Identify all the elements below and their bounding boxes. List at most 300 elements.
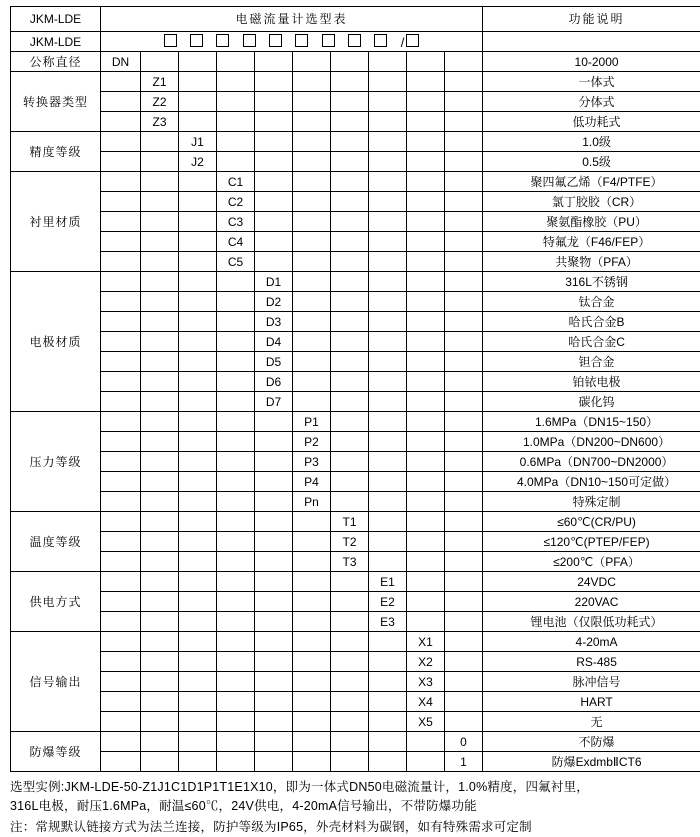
spacer-cell [141,132,179,152]
code-cell[interactable]: C5 [217,252,255,272]
spacer-cell [369,752,407,772]
note-example-line1: 选型实例:JKM-LDE-50-Z1J1C1D1P1T1E1X10，即为一体式DN50电磁流量计，1.0%精度，四氟衬里， [10,778,690,797]
spacer-cell [255,452,293,472]
description-cell: 氯丁胶胶（CR） [483,192,700,212]
spacer-cell [445,692,483,712]
spacer-cell [445,532,483,552]
spacer-cell [407,432,445,452]
spacer-cell [293,572,331,592]
spacer-cell [331,332,369,352]
spacer-cell [331,452,369,472]
spec-table [10,6,700,772]
spacer-cell [407,292,445,312]
code-cell[interactable]: D4 [255,332,293,352]
code-cell[interactable]: D6 [255,372,293,392]
table-row [11,492,700,512]
row-group-label: 转换器类型 [11,72,101,132]
spacer-cell [179,392,217,412]
table-row [11,712,700,732]
spacer-cell [331,732,369,752]
model-prefix-cell-2: JKM-LDE [11,32,101,52]
spacer-cell [101,312,141,332]
table-row [11,232,700,252]
spacer-cell [217,592,255,612]
spacer-cell [369,512,407,532]
spacer-cell [407,732,445,752]
code-cell[interactable]: DN [101,52,141,72]
spacer-cell [293,252,331,272]
spacer-cell [407,272,445,292]
spacer-cell [179,512,217,532]
spacer-cell [101,552,141,572]
code-boxes-row [11,32,700,52]
spacer-cell [369,492,407,512]
spacer-cell [101,112,141,132]
table-row [11,192,700,212]
note-example-line2: 316L电极，耐压1.6MPa，耐温≤60℃，24V供电，4-20mA信号输出，不带防爆功能 [10,797,690,816]
spacer-cell [331,432,369,452]
description-cell: 316L不锈钢 [483,272,700,292]
spacer-cell [179,672,217,692]
function-description-blank [483,32,700,52]
description-cell: 锂电池（仅限低功耗式） [483,612,700,632]
table-row [11,672,700,692]
spacer-cell [101,592,141,612]
code-box[interactable] [348,34,361,47]
spacer-cell [217,612,255,632]
spacer-cell [217,272,255,292]
spacer-cell [179,52,217,72]
spacer-cell [293,352,331,372]
spacer-cell [101,332,141,352]
spacer-cell [141,692,179,712]
spacer-cell [369,732,407,752]
spacer-cell [101,152,141,172]
spacer-cell [217,72,255,92]
code-cell[interactable]: X1 [407,632,445,652]
spacer-cell [217,392,255,412]
spacer-cell [445,592,483,612]
spacer-cell [369,112,407,132]
spacer-cell [445,312,483,332]
code-cell[interactable]: E1 [369,572,407,592]
spacer-cell [255,552,293,572]
spacer-cell [141,232,179,252]
spacer-cell [217,752,255,772]
spacer-cell [369,52,407,72]
row-group-label: 公称直径 [11,52,101,72]
table-row [11,132,700,152]
spacer-cell [407,172,445,192]
spacer-cell [293,752,331,772]
spacer-cell [179,752,217,772]
spacer-cell [445,712,483,732]
spacer-cell [369,372,407,392]
spacer-cell [293,272,331,292]
code-cell[interactable]: D3 [255,312,293,332]
spacer-cell [179,472,217,492]
spacer-cell [255,672,293,692]
spacer-cell [217,472,255,492]
code-cell[interactable]: D1 [255,272,293,292]
spacer-cell [141,152,179,172]
code-box[interactable] [406,34,419,47]
spacer-cell [217,52,255,72]
spacer-cell [217,712,255,732]
spacer-cell [179,432,217,452]
spacer-cell [331,152,369,172]
spacer-cell [179,492,217,512]
spacer-cell [141,572,179,592]
table-row [11,632,700,652]
code-cell[interactable]: C2 [217,192,255,212]
spacer-cell [101,752,141,772]
spacer-cell [445,92,483,112]
code-cell[interactable]: D5 [255,352,293,372]
spacer-cell [293,692,331,712]
code-box[interactable] [164,34,177,47]
description-cell: HART [483,692,700,712]
spacer-cell [255,152,293,172]
spacer-cell [255,752,293,772]
table-header-row [11,7,700,32]
table-row [11,512,700,532]
spacer-cell [369,332,407,352]
spacer-cell [101,652,141,672]
spacer-cell [407,112,445,132]
description-cell: 碳化钨 [483,392,700,412]
code-cell[interactable]: D2 [255,292,293,312]
description-cell: 分体式 [483,92,700,112]
code-cell[interactable]: T1 [331,512,369,532]
spacer-cell [141,272,179,292]
note-remark: 注：常规默认链接方式为法兰连接，防护等级为IP65，外壳材料为碳钢，如有特殊需求可定制 [10,818,690,837]
description-cell: RS-485 [483,652,700,672]
spacer-cell [407,232,445,252]
code-cell[interactable]: T3 [331,552,369,572]
spacer-cell [407,132,445,152]
spacer-cell [293,292,331,312]
spacer-cell [407,72,445,92]
spacer-cell [407,212,445,232]
table-row [11,92,700,112]
spacer-cell [331,212,369,232]
spacer-cell [255,192,293,212]
spacer-cell [331,132,369,152]
code-cell[interactable]: P1 [293,412,331,432]
spacer-cell [445,432,483,452]
spacer-cell [407,532,445,552]
row-group-label: 信号输出 [11,632,101,732]
code-cell[interactable]: Z1 [141,72,179,92]
spacer-cell [255,112,293,132]
spacer-cell [445,392,483,412]
spacer-cell [141,392,179,412]
code-cell[interactable]: E2 [369,592,407,612]
spacer-cell [179,72,217,92]
spacer-cell [141,632,179,652]
code-cell[interactable]: C1 [217,172,255,192]
description-cell: 4-20mA [483,632,700,652]
spacer-cell [293,192,331,212]
code-cell[interactable]: X5 [407,712,445,732]
description-cell: ≤60℃(CR/PU) [483,512,700,532]
spacer-cell [331,352,369,372]
spacer-cell [101,532,141,552]
spacer-cell [331,272,369,292]
table-row [11,552,700,572]
spacer-cell [445,72,483,92]
spacer-cell [141,292,179,312]
table-row [11,352,700,372]
spacer-cell [255,512,293,532]
spacer-cell [445,552,483,572]
spacer-cell [445,352,483,372]
spacer-cell [101,452,141,472]
spacer-cell [293,112,331,132]
code-cell[interactable]: J1 [179,132,217,152]
description-cell: 特氟龙（F46/FEP） [483,232,700,252]
spacer-cell [369,692,407,712]
spacer-cell [293,512,331,532]
spacer-cell [101,432,141,452]
description-cell: 24VDC [483,572,700,592]
spacer-cell [141,172,179,192]
spacer-cell [407,52,445,72]
spacer-cell [217,112,255,132]
code-box[interactable] [374,34,387,47]
spacer-cell [369,552,407,572]
spacer-cell [255,432,293,452]
spacer-cell [255,572,293,592]
spacer-cell [101,572,141,592]
spacer-cell [179,372,217,392]
spacer-cell [407,612,445,632]
spacer-cell [141,252,179,272]
spacer-cell [217,452,255,472]
spacer-cell [331,392,369,412]
spacer-cell [331,492,369,512]
code-cell[interactable]: X4 [407,692,445,712]
spacer-cell [331,752,369,772]
spacer-cell [407,472,445,492]
spacer-cell [179,532,217,552]
spacer-cell [293,672,331,692]
spacer-cell [293,372,331,392]
description-cell: 4.0MPa（DN10~150可定做） [483,472,700,492]
spacer-cell [445,372,483,392]
spacer-cell [331,312,369,332]
table-row [11,752,700,772]
table-row [11,152,700,172]
code-cell[interactable]: X2 [407,652,445,672]
description-cell: 聚四氟乙烯（F4/PTFE） [483,172,700,192]
spacer-cell [407,152,445,172]
table-row [11,452,700,472]
spacer-cell [331,372,369,392]
spacer-cell [293,592,331,612]
code-cell[interactable]: 0 [445,732,483,752]
spacer-cell [141,472,179,492]
spacer-cell [179,592,217,612]
slash-separator: / [401,35,407,50]
code-cell[interactable]: X3 [407,672,445,692]
description-cell: 防爆ExdmbⅡCT6 [483,752,700,772]
code-cell[interactable]: C3 [217,212,255,232]
table-row [11,592,700,612]
code-cell[interactable]: Z2 [141,92,179,112]
spacer-cell [293,732,331,752]
spacer-cell [331,712,369,732]
code-cell[interactable]: P3 [293,452,331,472]
spacer-cell [369,272,407,292]
code-cell[interactable]: Z3 [141,112,179,132]
spacer-cell [217,412,255,432]
code-cell[interactable]: T2 [331,532,369,552]
spacer-cell [407,332,445,352]
spacer-cell [445,252,483,272]
code-cell[interactable]: E3 [369,612,407,632]
code-cell[interactable]: P4 [293,472,331,492]
row-group-label: 精度等级 [11,132,101,172]
spacer-cell [217,132,255,152]
table-row [11,372,700,392]
spacer-cell [179,552,217,572]
spacer-cell [369,72,407,92]
table-row [11,212,700,232]
spacer-cell [101,672,141,692]
spacer-cell [369,212,407,232]
spacer-cell [445,272,483,292]
spacer-cell [217,432,255,452]
spacer-cell [407,592,445,612]
spacer-cell [217,652,255,672]
spacer-cell [101,632,141,652]
code-box[interactable] [243,34,256,47]
spacer-cell [179,452,217,472]
spacer-cell [141,332,179,352]
spacer-cell [179,332,217,352]
code-cell[interactable]: P2 [293,432,331,452]
spacer-cell [217,632,255,652]
spacer-cell [445,332,483,352]
spacer-cell [331,72,369,92]
spacer-cell [255,612,293,632]
spacer-cell [407,512,445,532]
table-row [11,432,700,452]
spacer-cell [255,172,293,192]
code-box[interactable] [190,34,203,47]
code-box[interactable] [269,34,282,47]
spacer-cell [179,212,217,232]
code-cell[interactable]: D7 [255,392,293,412]
spacer-cell [407,252,445,272]
spacer-cell [407,552,445,572]
spacer-cell [255,692,293,712]
spacer-cell [101,512,141,532]
spacer-cell [445,292,483,312]
table-row [11,52,700,72]
spacer-cell [369,312,407,332]
spacer-cell [101,72,141,92]
spacer-cell [445,52,483,72]
spacer-cell [179,312,217,332]
spacer-cell [369,132,407,152]
spacer-cell [179,232,217,252]
spacer-cell [179,292,217,312]
spacer-cell [369,532,407,552]
description-cell: 一体式 [483,72,700,92]
spacer-cell [369,392,407,412]
spacer-cell [255,592,293,612]
page-title: 电磁流量计选型表 [101,7,483,32]
spacer-cell [217,92,255,112]
spacer-cell [101,612,141,632]
spacer-cell [141,372,179,392]
spacer-cell [369,632,407,652]
spacer-cell [255,52,293,72]
spacer-cell [293,332,331,352]
spacer-cell [179,352,217,372]
table-row [11,652,700,672]
spacer-cell [141,532,179,552]
row-group-label: 衬里材质 [11,172,101,272]
spacer-cell [369,712,407,732]
spacer-cell [255,732,293,752]
spacer-cell [217,532,255,552]
spacer-cell [369,172,407,192]
spacer-cell [255,492,293,512]
spacer-cell [331,412,369,432]
spacer-cell [407,392,445,412]
spacer-cell [217,352,255,372]
row-group-label: 电极材质 [11,272,101,412]
spacer-cell [255,72,293,92]
spacer-cell [141,212,179,232]
spacer-cell [101,192,141,212]
table-row [11,412,700,432]
spacer-cell [217,152,255,172]
spacer-cell [369,292,407,312]
table-row [11,332,700,352]
spacer-cell [101,352,141,372]
code-box[interactable] [322,34,335,47]
spacer-cell [217,672,255,692]
code-box[interactable] [295,34,308,47]
spacer-cell [179,112,217,132]
spacer-cell [407,752,445,772]
spacer-cell [407,92,445,112]
spacer-cell [101,732,141,752]
spacer-cell [293,712,331,732]
row-group-label: 供电方式 [11,572,101,632]
code-cell[interactable]: 1 [445,752,483,772]
spacer-cell [179,712,217,732]
spacer-cell [255,652,293,672]
code-cell[interactable]: Pn [293,492,331,512]
description-cell: 1.6MPa（DN15~150） [483,412,700,432]
spacer-cell [293,172,331,192]
spacer-cell [101,412,141,432]
code-cell[interactable]: J2 [179,152,217,172]
code-cell[interactable]: C4 [217,232,255,252]
spacer-cell [101,172,141,192]
spacer-cell [217,732,255,752]
spacer-cell [293,652,331,672]
spacer-cell [445,612,483,632]
table-row [11,692,700,712]
code-box[interactable] [216,34,229,47]
